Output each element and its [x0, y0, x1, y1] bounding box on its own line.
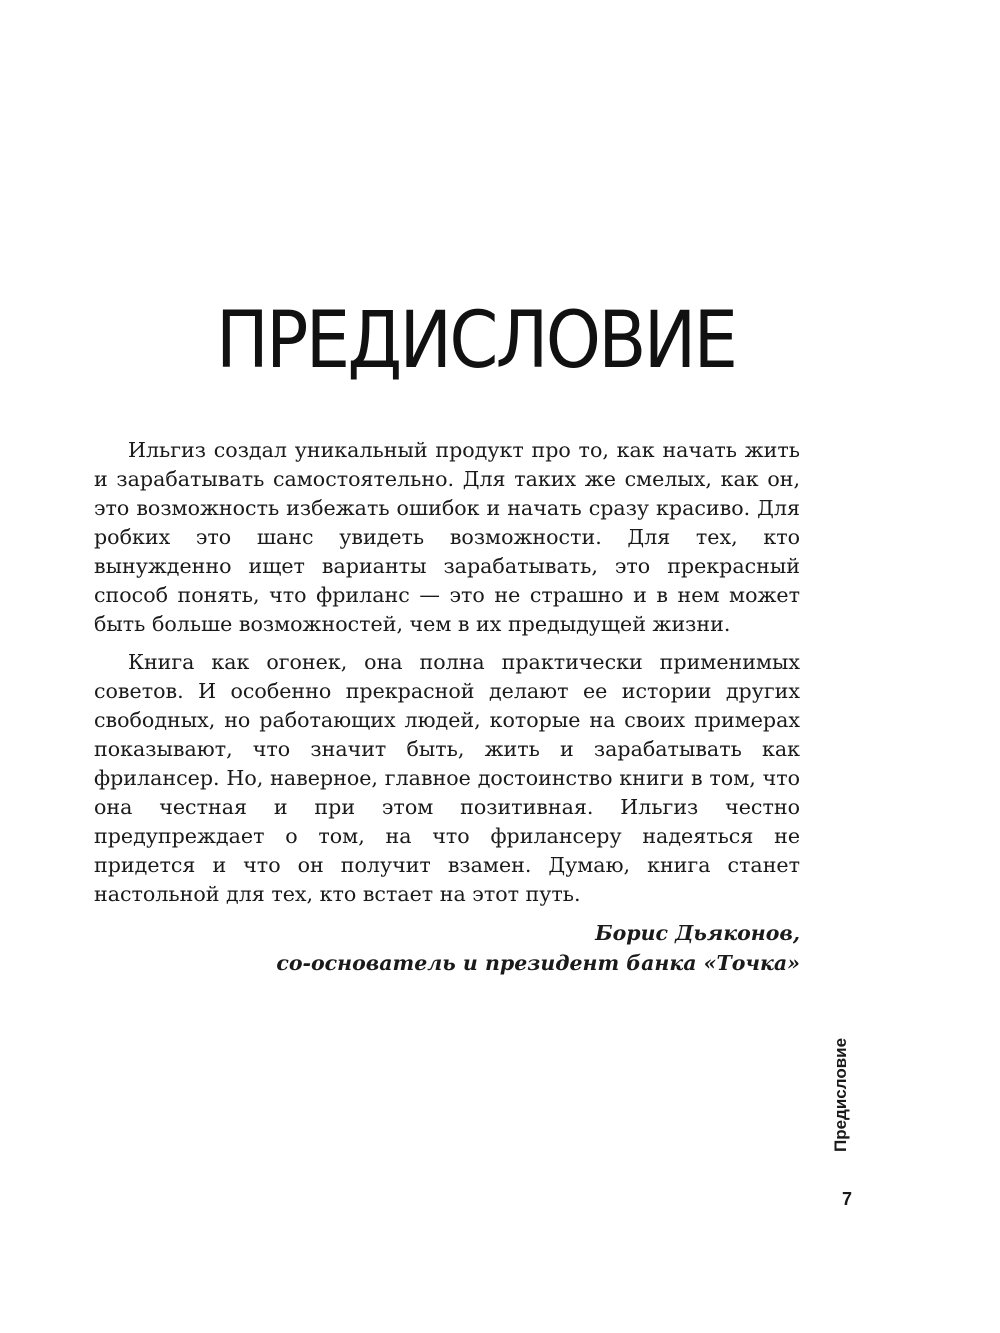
paragraph: Ильгиз создал уникальный продукт про то, как начать жить и зарабатывать самостоятельно. Для таких же смелых, как он, это возможность избежать ошибок и начать сразу красиво. Для робких это шанс увидеть возможности. Для тех, кто вынужденно ищет варианты зарабатывать, это прекрасный способ понять, что фриланс — это не страшно и в нем может быть больше возможностей, чем в их предыдущей жизни. [94, 438, 800, 636]
signature-role: со-основатель и президент банка «Точка» [276, 951, 800, 975]
paragraph: Книга как огонек, она полна практически применимых советов. И особенно прекрасной делают ее истории других свободных, но работающих людей, которые на своих примерах показывают, что значит быть, жить и зарабатывать как фрилансер. Но, наверное, главное достоинство книги в том, что она честная и при этом позитивная. Ильгиз честно предупреждает о том, на что фрилансеру надеяться не придется и что он получит взамен. Думаю, книга станет настольной для тех, кто встает на этот путь. [94, 650, 800, 906]
page-number: 7 [841, 1189, 852, 1209]
foreword-body [94, 436, 800, 918]
signature [276, 918, 800, 978]
page-title: ПРЕДИСЛОВИЕ [216, 296, 736, 386]
signature-name: Борис Дьяконов, [595, 921, 800, 945]
running-head: Предисловие [831, 1037, 850, 1152]
